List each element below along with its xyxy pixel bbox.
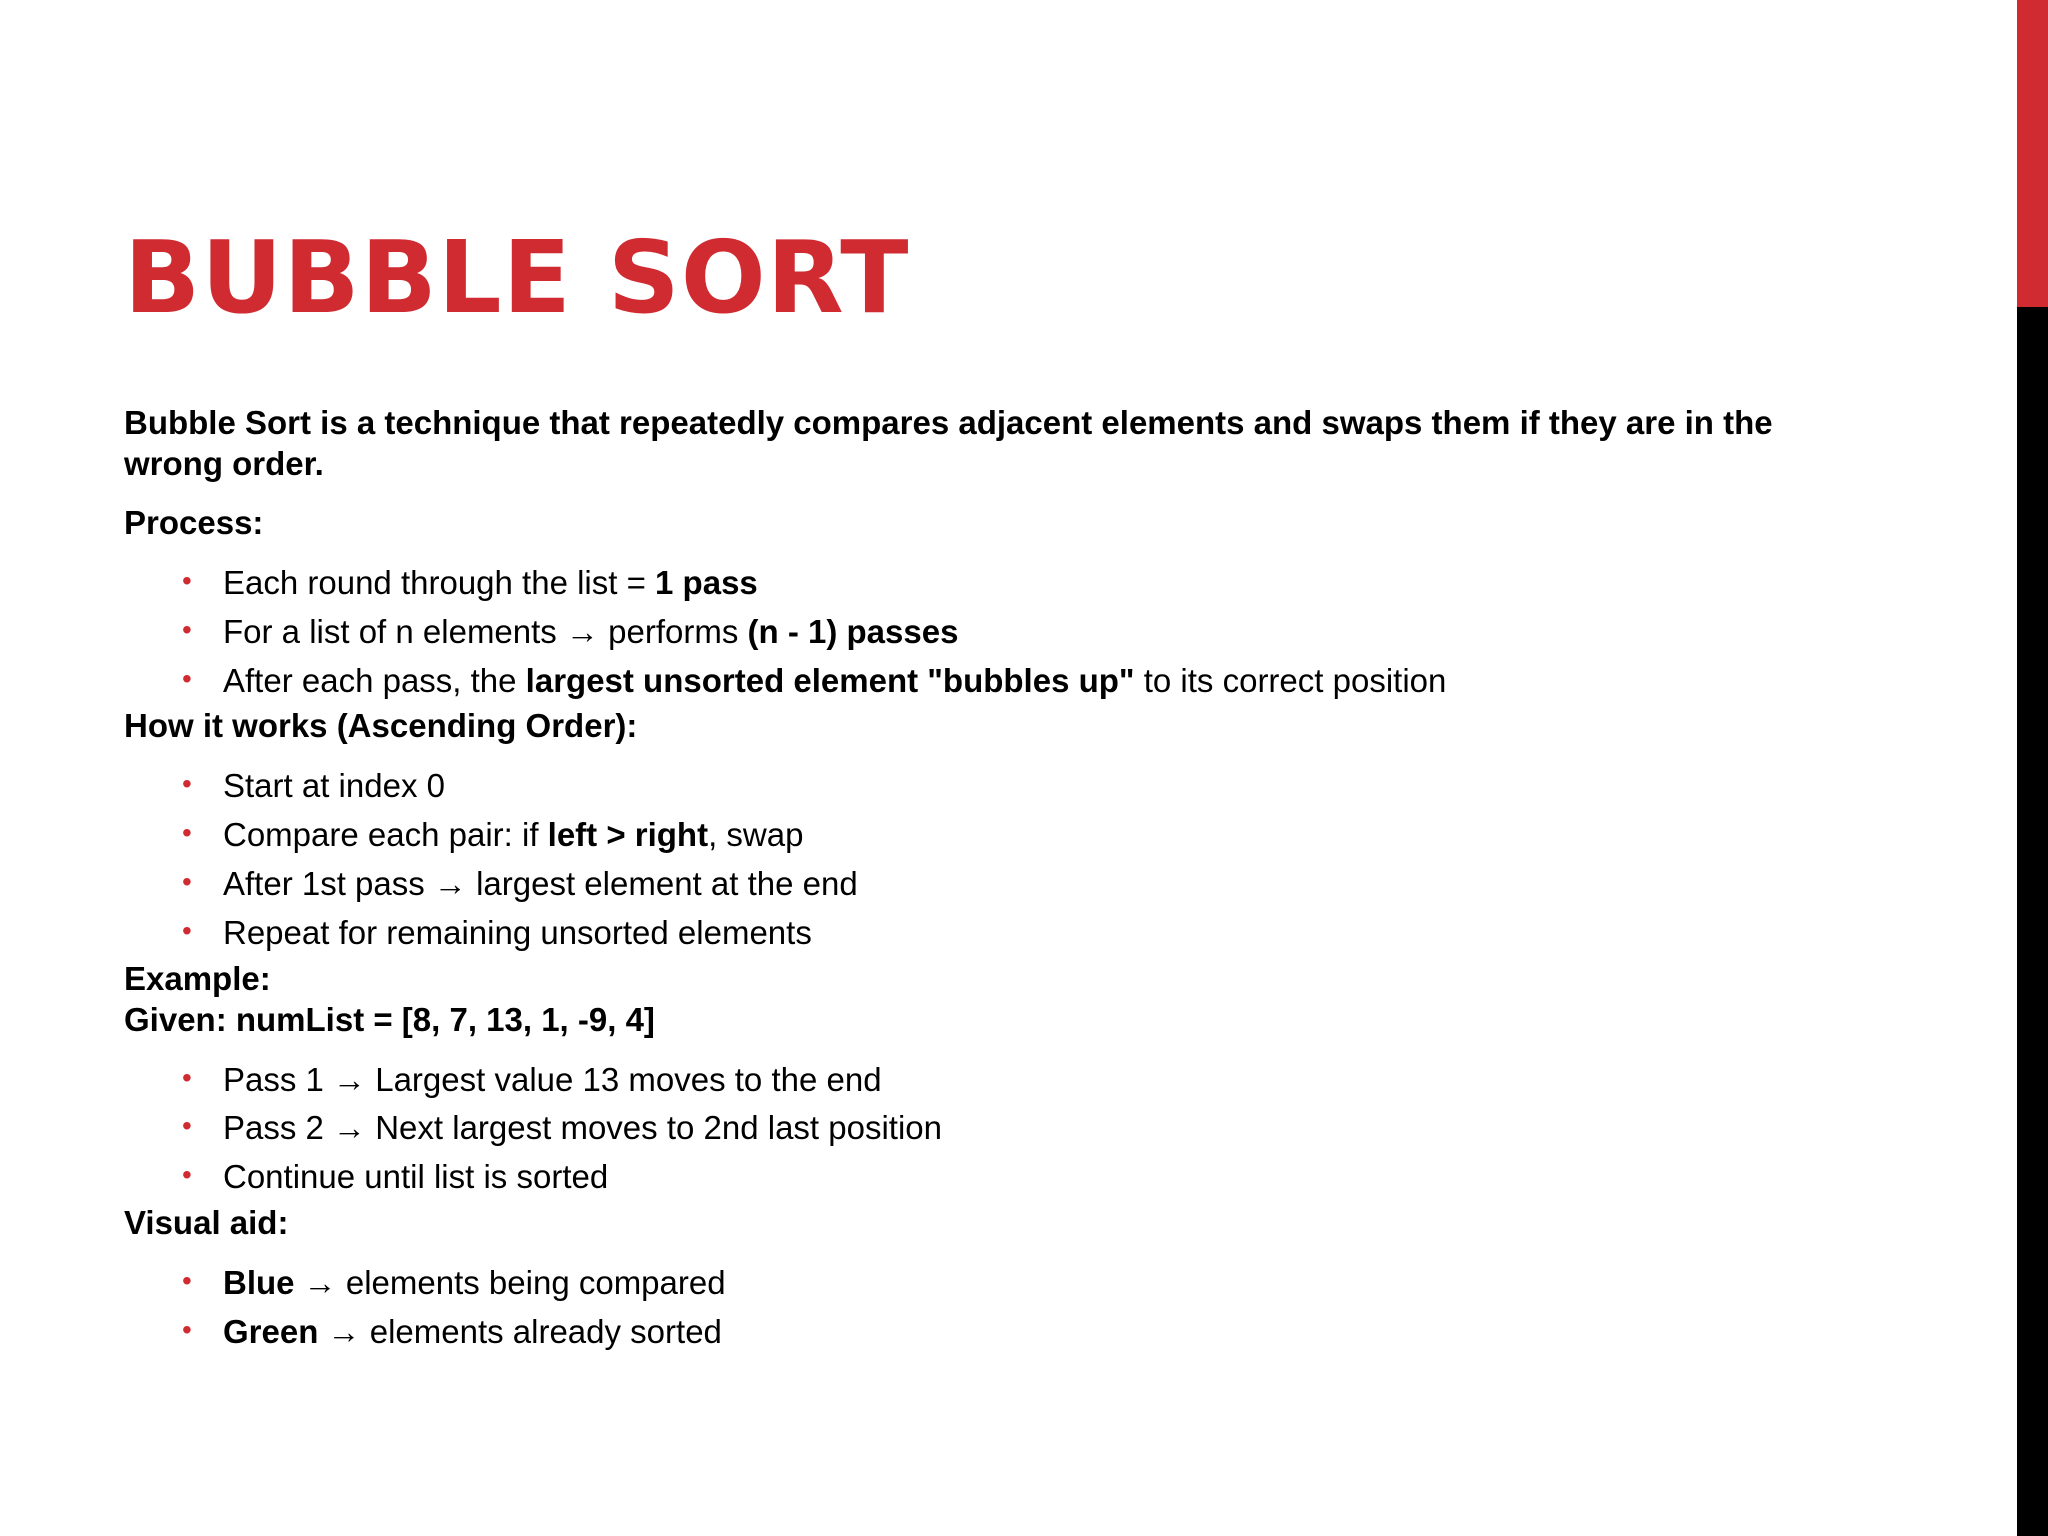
bullet-icon: • xyxy=(182,817,192,849)
list-item: • Continue until list is sorted xyxy=(124,1153,1824,1202)
list-item: • Each round through the list = 1 pass xyxy=(124,559,1824,608)
list-item: • Pass 1 → Largest value 13 moves to the end xyxy=(124,1056,1824,1105)
list-item: • Repeat for remaining unsorted elements xyxy=(124,909,1824,958)
list-item: • Blue → elements being compared xyxy=(124,1259,1824,1308)
bullet-icon: • xyxy=(182,768,192,800)
slide-title: BUBBLE SORT xyxy=(124,219,910,336)
bullet-icon: • xyxy=(182,865,192,897)
bullet-icon: • xyxy=(182,1110,192,1142)
bullet-icon: • xyxy=(182,1313,192,1345)
edge-accent-bar xyxy=(2017,0,2048,307)
visual-aid-list xyxy=(124,1259,1824,1357)
bullet-icon: • xyxy=(182,1061,192,1093)
bullet-icon: • xyxy=(182,613,192,645)
visual-aid-heading: Visual aid: xyxy=(124,1203,289,1241)
bullet-icon: • xyxy=(182,565,192,596)
list-item: • Start at index 0 xyxy=(124,762,1824,811)
example-given: Given: numList = [8, 7, 13, 1, -9, 4] xyxy=(124,1000,655,1038)
intro-paragraph: Bubble Sort is a technique that repeatedly compares adjacent elements and swaps them if they are in the wrong order. xyxy=(124,404,1773,482)
bullet-icon: • xyxy=(182,914,192,946)
example-heading: Example: xyxy=(124,959,271,997)
example-list xyxy=(124,1056,1824,1202)
list-item: • For a list of n elements → performs (n - 1) passes xyxy=(124,608,1824,657)
bullet-icon: • xyxy=(182,1159,192,1191)
bullet-icon: • xyxy=(182,1264,192,1296)
list-item: • After 1st pass → largest element at the end xyxy=(124,860,1824,909)
list-item: • Compare each pair: if left > right, swap xyxy=(124,811,1824,860)
list-item: • Green → elements already sorted xyxy=(124,1308,1824,1357)
bullet-icon: • xyxy=(182,662,192,694)
list-item: • Pass 2 → Next largest moves to 2nd last position xyxy=(124,1104,1824,1153)
process-list xyxy=(124,559,1824,705)
process-heading: Process: xyxy=(124,504,264,541)
list-item: • After each pass, the largest unsorted element "bubbles up" to its correct position xyxy=(124,657,1824,706)
how-it-works-heading: How it works (Ascending Order): xyxy=(124,707,638,745)
slide-body xyxy=(124,402,1824,1357)
edge-dark-bar xyxy=(2017,307,2048,1536)
how-it-works-list xyxy=(124,762,1824,957)
